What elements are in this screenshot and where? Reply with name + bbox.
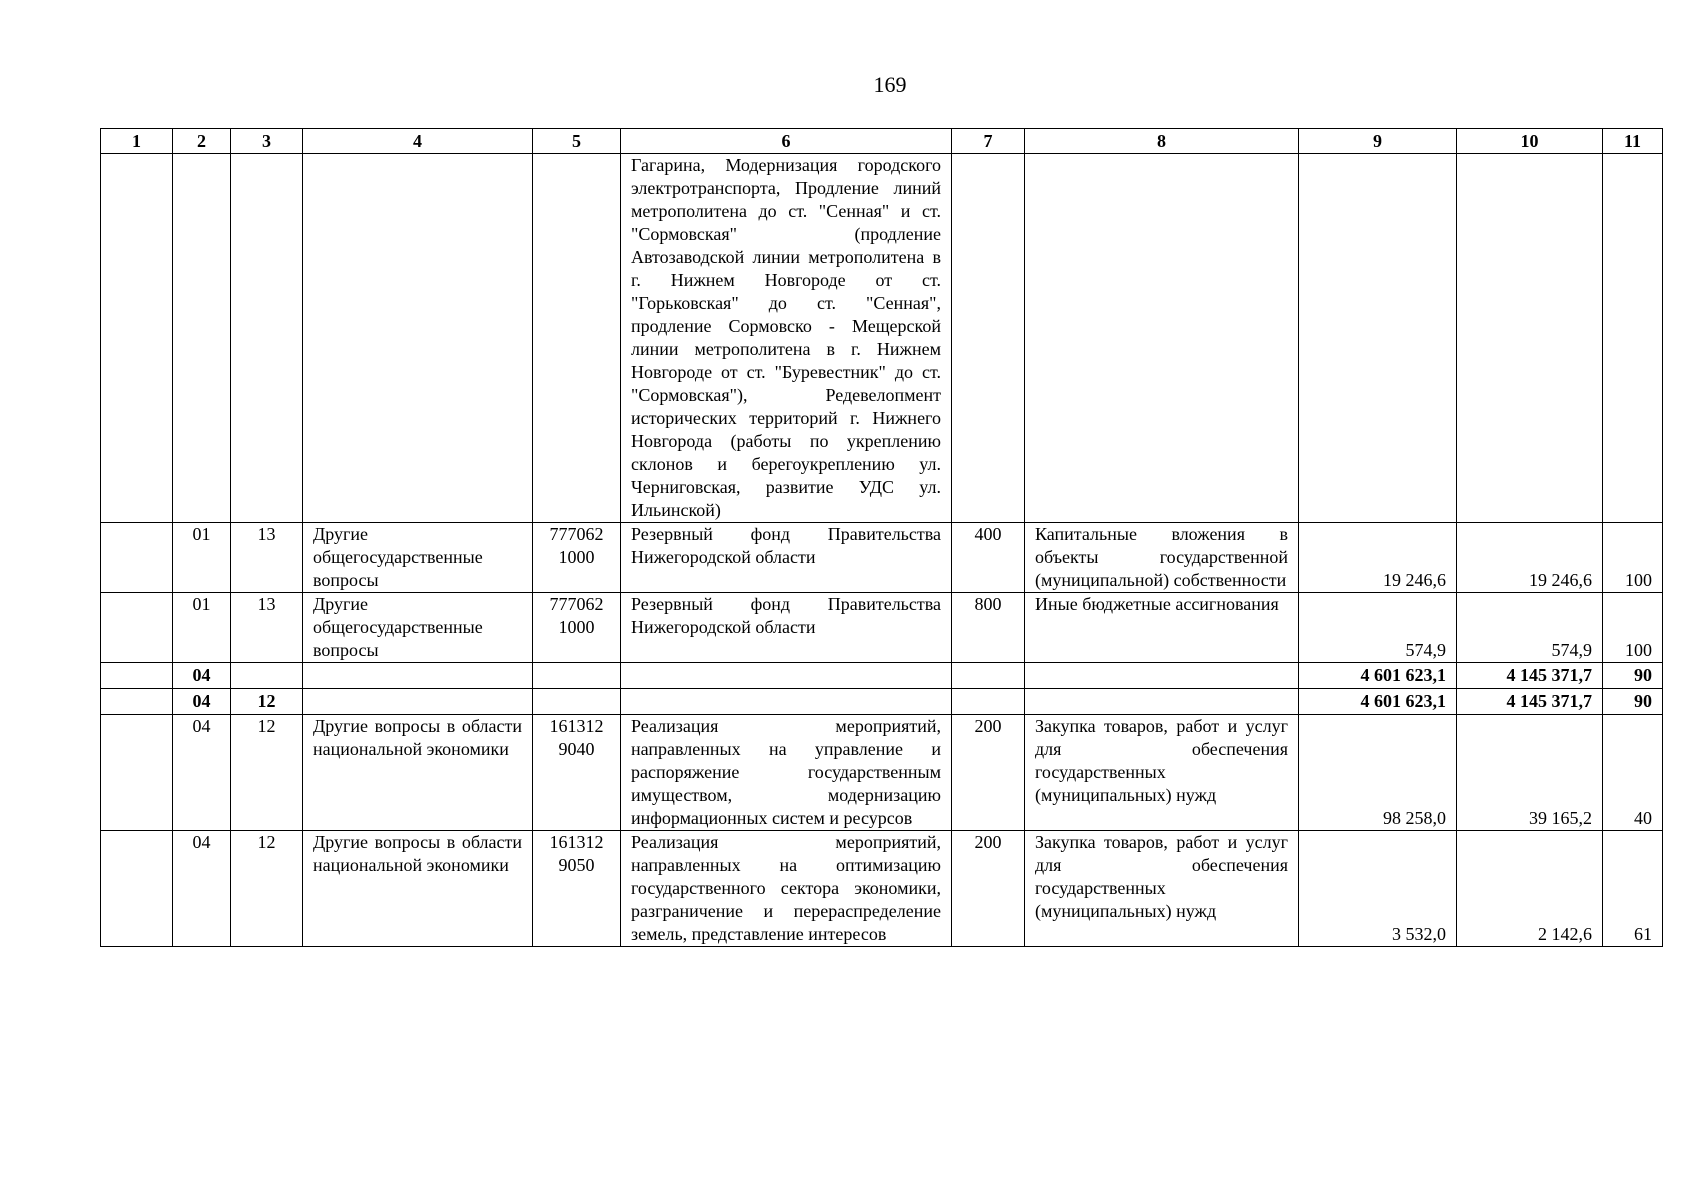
header-cell: 9	[1299, 129, 1457, 154]
cell-col1	[101, 154, 173, 523]
cell-section: 04	[173, 689, 231, 715]
cell-target-name: Реализация мероприятий, направленных на оптимизацию государственного сектора экономики, разграничение и перераспределение земель, представление интересов	[621, 831, 952, 947]
cell-section-name	[303, 663, 533, 689]
cell-plan: 574,9	[1299, 593, 1457, 663]
cell-percent: 100	[1603, 593, 1663, 663]
cell-actual: 19 246,6	[1457, 523, 1603, 593]
cell-subsection: 13	[231, 523, 303, 593]
cell-actual: 4 145 371,7	[1457, 663, 1603, 689]
cell-percent: 40	[1603, 715, 1663, 831]
header-cell: 11	[1603, 129, 1663, 154]
header-cell: 7	[952, 129, 1025, 154]
cell-section: 04	[173, 663, 231, 689]
header-cell: 3	[231, 129, 303, 154]
table-row	[101, 523, 1663, 593]
cell-section-name	[303, 154, 533, 523]
cell-section: 01	[173, 523, 231, 593]
cell-subsection: 13	[231, 593, 303, 663]
cell-target-code	[533, 689, 621, 715]
cell-section-name: Другие вопросы в области национальной экономики	[303, 715, 533, 831]
cell-expense-type	[952, 689, 1025, 715]
cell-actual: 574,9	[1457, 593, 1603, 663]
cell-expense-type	[952, 154, 1025, 523]
cell-plan: 4 601 623,1	[1299, 689, 1457, 715]
cell-subsection	[231, 663, 303, 689]
cell-expense-name: Закупка товаров, работ и услуг для обеспечения государственных (муниципальных) нужд	[1025, 831, 1299, 947]
cell-section-name: Другие общегосударственные вопросы	[303, 523, 533, 593]
cell-target-name: Реализация мероприятий, направленных на управление и распоряжение государственным имуществом, модернизацию информационных систем и ресурсов	[621, 715, 952, 831]
cell-section-name: Другие вопросы в области национальной экономики	[303, 831, 533, 947]
table-row	[101, 154, 1663, 523]
cell-expense-name	[1025, 154, 1299, 523]
cell-expense-type: 800	[952, 593, 1025, 663]
cell-actual: 4 145 371,7	[1457, 689, 1603, 715]
table-row	[101, 831, 1663, 947]
cell-expense-type: 200	[952, 715, 1025, 831]
table-row	[101, 593, 1663, 663]
cell-col1	[101, 663, 173, 689]
cell-plan: 3 532,0	[1299, 831, 1457, 947]
cell-subsection	[231, 154, 303, 523]
cell-actual	[1457, 154, 1603, 523]
cell-plan: 4 601 623,1	[1299, 663, 1457, 689]
cell-percent: 90	[1603, 689, 1663, 715]
cell-plan: 98 258,0	[1299, 715, 1457, 831]
cell-section: 04	[173, 831, 231, 947]
header-row	[101, 129, 1663, 154]
cell-target-name	[621, 663, 952, 689]
cell-section: 01	[173, 593, 231, 663]
cell-col1	[101, 715, 173, 831]
cell-subsection: 12	[231, 831, 303, 947]
cell-col1	[101, 593, 173, 663]
cell-col1	[101, 523, 173, 593]
cell-section-name: Другие общегосударственные вопросы	[303, 593, 533, 663]
cell-col1	[101, 689, 173, 715]
header-cell: 1	[101, 129, 173, 154]
header-cell: 8	[1025, 129, 1299, 154]
table-row-section-total	[101, 663, 1663, 689]
cell-percent: 61	[1603, 831, 1663, 947]
cell-percent: 100	[1603, 523, 1663, 593]
cell-target-code: 161312 9050	[533, 831, 621, 947]
cell-target-name	[621, 689, 952, 715]
cell-actual: 39 165,2	[1457, 715, 1603, 831]
cell-actual: 2 142,6	[1457, 831, 1603, 947]
header-cell: 5	[533, 129, 621, 154]
cell-percent: 90	[1603, 663, 1663, 689]
header-cell: 2	[173, 129, 231, 154]
cell-expense-name: Иные бюджетные ассигнования	[1025, 593, 1299, 663]
cell-plan: 19 246,6	[1299, 523, 1457, 593]
cell-section: 04	[173, 715, 231, 831]
cell-expense-name	[1025, 663, 1299, 689]
cell-col1	[101, 831, 173, 947]
cell-target-code: 777062 1000	[533, 523, 621, 593]
cell-expense-name: Закупка товаров, работ и услуг для обеспечения государственных (муниципальных) нужд	[1025, 715, 1299, 831]
header-cell: 4	[303, 129, 533, 154]
cell-target-name: Резервный фонд Правительства Нижегородской области	[621, 593, 952, 663]
table-row-subsection-total	[101, 689, 1663, 715]
header-cell: 6	[621, 129, 952, 154]
cell-target-name: Гагарина, Модернизация городского электротранспорта, Продление линий метрополитена до ст. "Сенная" и ст. "Сормовская" (продление Автозаводской линии метрополитена в г. Нижнем Новгороде от ст. "Горьковская" до ст. "Сенная", продление Сормовско - Мещерской линии метрополитена в г. Нижнем Новгороде от ст. "Буревестник" до ст. "Сормовская"), Редевелопмент исторических территорий г. Нижнего Новгорода (работы по укреплению склонов и берегоукреплению ул. Черниговская, развитие УДС ул. Ильинской)	[621, 154, 952, 523]
cell-target-code	[533, 154, 621, 523]
cell-subsection: 12	[231, 689, 303, 715]
header-cell: 10	[1457, 129, 1603, 154]
cell-plan	[1299, 154, 1457, 523]
budget-table	[100, 128, 1663, 947]
cell-expense-type	[952, 663, 1025, 689]
cell-target-code: 161312 9040	[533, 715, 621, 831]
cell-target-code	[533, 663, 621, 689]
cell-section	[173, 154, 231, 523]
cell-expense-type: 200	[952, 831, 1025, 947]
cell-section-name	[303, 689, 533, 715]
cell-expense-name: Капитальные вложения в объекты государственной (муниципальной) собственности	[1025, 523, 1299, 593]
cell-target-name: Резервный фонд Правительства Нижегородской области	[621, 523, 952, 593]
cell-expense-name	[1025, 689, 1299, 715]
page-number: 169	[873, 72, 907, 97]
cell-target-code: 777062 1000	[533, 593, 621, 663]
cell-subsection: 12	[231, 715, 303, 831]
cell-percent	[1603, 154, 1663, 523]
cell-expense-type: 400	[952, 523, 1025, 593]
table-row	[101, 715, 1663, 831]
